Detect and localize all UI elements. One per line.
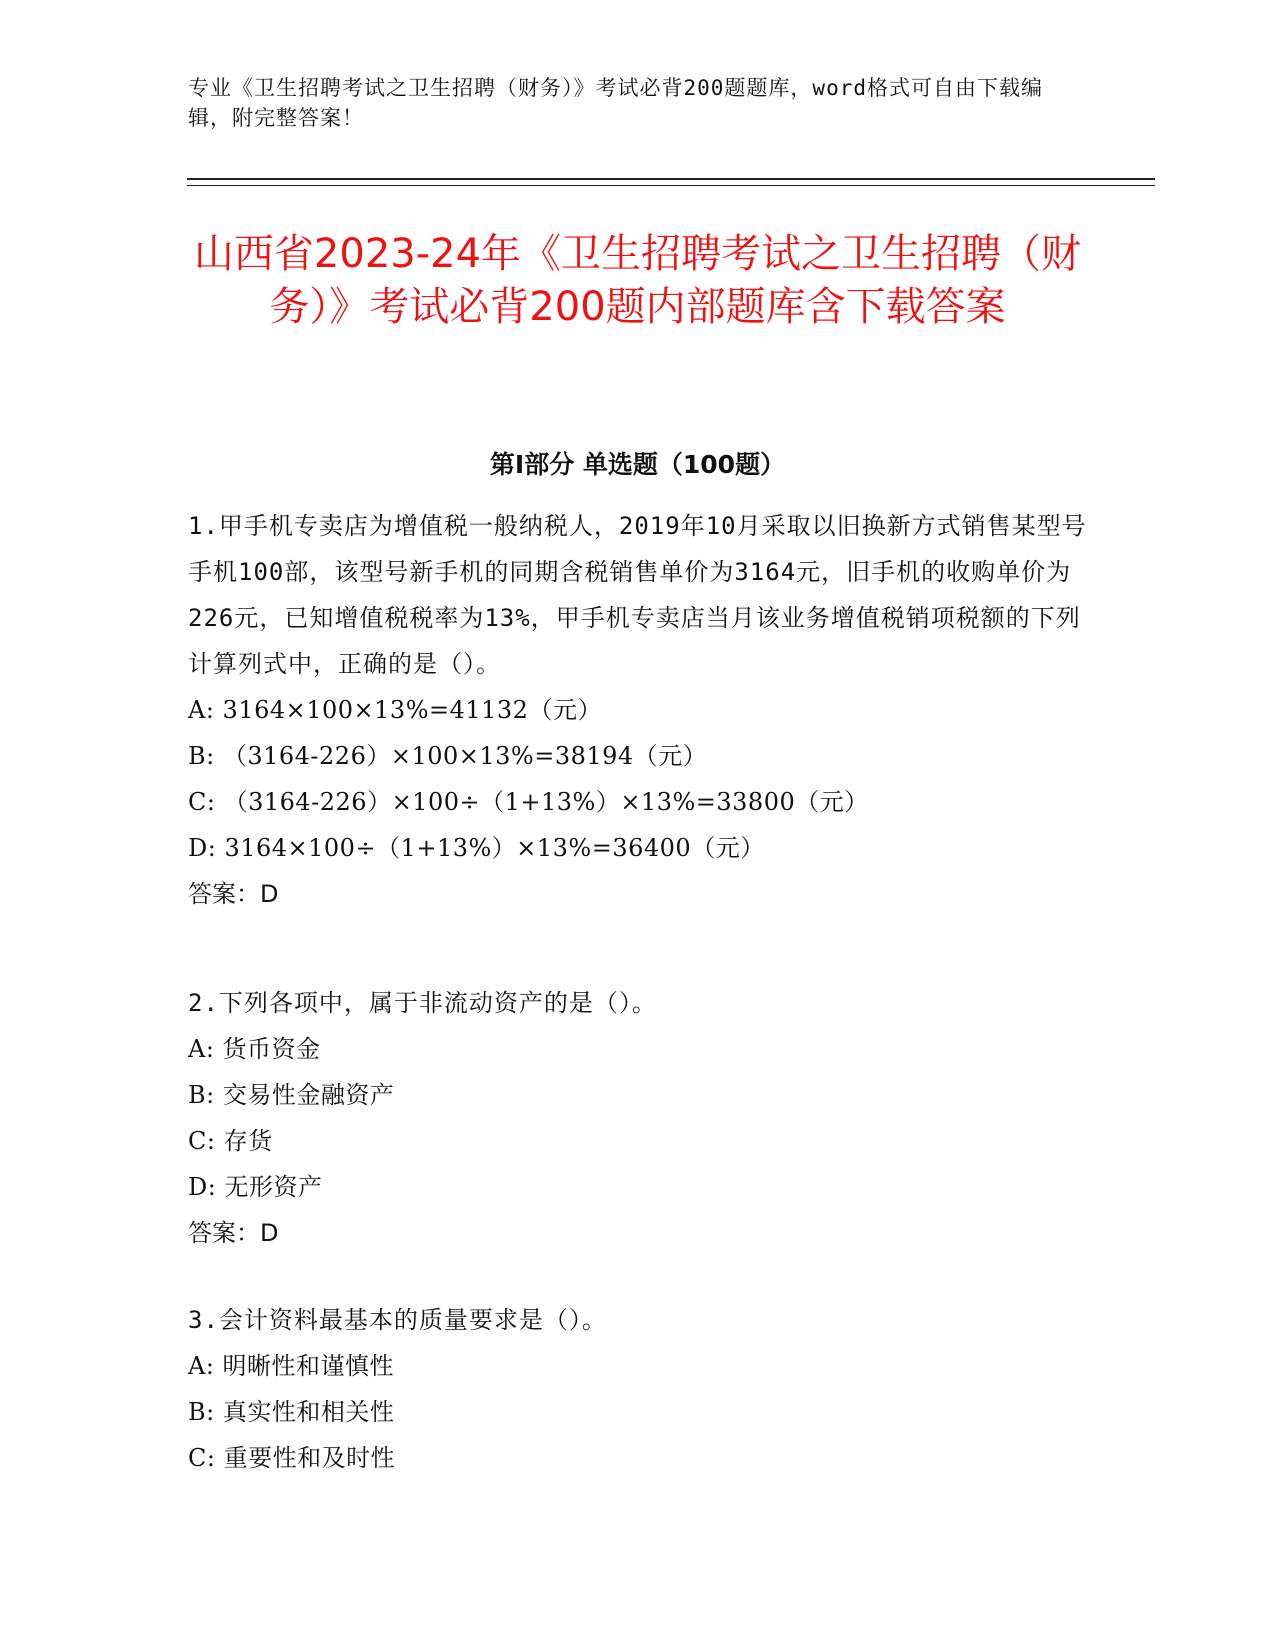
- option-b: B: 交易性金融资产: [188, 1081, 395, 1109]
- question-1: [188, 503, 1088, 917]
- document-title: 山西省2023-24年《卫生招聘考试之卫生招聘（财务）》考试必背200题内部题库含下载答案: [193, 231, 1082, 330]
- option-a: A: 明晰性和谨慎性: [188, 1352, 395, 1380]
- header-divider-thick: [187, 178, 1155, 180]
- option-a: A: 3164×100×13%=41132（元）: [188, 696, 602, 724]
- question-stem: 3.会计资料最基本的质量要求是（）。: [188, 1306, 607, 1334]
- answer: 答案：D: [188, 880, 279, 908]
- option-c: C: 重要性和及时性: [188, 1444, 396, 1472]
- option-c: C: （3164-226）×100÷（1+13%）×13%=33800（元）: [188, 788, 869, 816]
- option-a: A: 货币资金: [188, 1035, 321, 1063]
- question-stem: 1.甲手机专卖店为增值税一般纳税人，2019年10月采取以旧换新方式销售某型号手机100部，该型号新手机的同期含税销售单价为3164元，旧手机的收购单价为226元，已知增值税税率为13%，甲手机专卖店当月该业务增值税销项税额的下列计算列式中，正确的是（）。: [188, 512, 1087, 678]
- question-stem: 2.下列各项中，属于非流动资产的是（）。: [188, 989, 657, 1017]
- option-b: B: 真实性和相关性: [188, 1398, 395, 1426]
- header-note: 专业《卫生招聘考试之卫生招聘（财务）》考试必背200题题库，word格式可自由下载编辑，附完整答案！: [188, 76, 1043, 130]
- option-d: D: 无形资产: [188, 1173, 323, 1201]
- option-d: D: 3164×100÷（1+13%）×13%=36400（元）: [188, 834, 765, 862]
- option-c: C: 存货: [188, 1127, 273, 1155]
- header-divider-thin: [187, 185, 1155, 186]
- option-b: B: （3164-226）×100×13%=38194（元）: [188, 742, 708, 770]
- question-2: [188, 980, 1088, 1256]
- answer: 答案：D: [188, 1219, 279, 1247]
- question-3: [188, 1297, 1088, 1481]
- section-heading: 第Ⅰ部分 单选题（100题）: [489, 450, 786, 479]
